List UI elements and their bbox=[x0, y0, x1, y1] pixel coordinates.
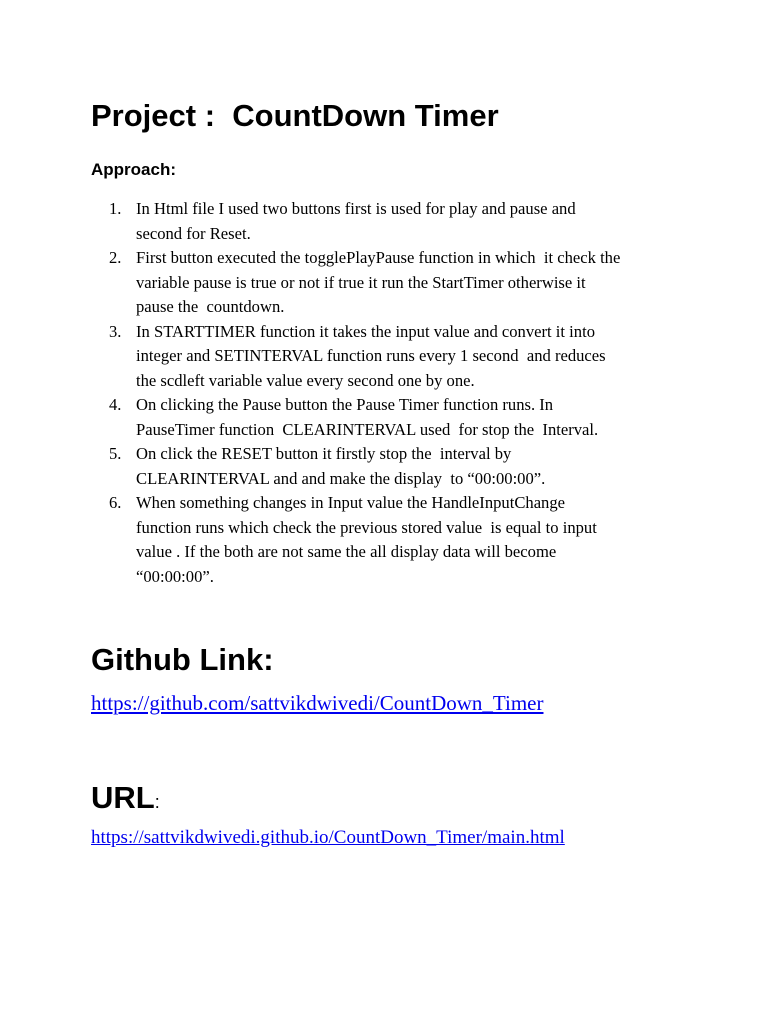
step-text-line: On click the RESET button it firstly stop the interval by bbox=[136, 444, 512, 463]
github-heading: Github Link: bbox=[91, 642, 274, 677]
approach-step bbox=[91, 491, 691, 589]
step-text-line: CLEARINTERVAL and and make the display to “00:00:00”. bbox=[136, 468, 546, 488]
step-text-line: pause the countdown. bbox=[136, 297, 285, 316]
step-text-line: In Html file I used two buttons first is used for play and pause and bbox=[136, 199, 576, 218]
step-text-line: When something changes in Input value the HandleInputChange bbox=[136, 493, 566, 512]
approach-step bbox=[91, 246, 691, 320]
page-title bbox=[91, 96, 499, 136]
step-text-line: second for Reset. bbox=[136, 223, 251, 243]
step-text-line: variable pause is true or not if true it run the StartTimer otherwise it bbox=[136, 272, 586, 292]
site-url-link[interactable]: https://sattvikdwivedi.github.io/CountDown_Timer/main.html bbox=[91, 827, 565, 848]
approach-step bbox=[91, 442, 691, 491]
step-text-line: PauseTimer function CLEARINTERVAL used for stop the Interval. bbox=[136, 419, 599, 439]
approach-step bbox=[91, 197, 691, 246]
step-number: 3. bbox=[109, 321, 122, 341]
step-number: 4. bbox=[109, 395, 122, 414]
step-text-line: integer and SETINTERVAL function runs every 1 second and reduces bbox=[136, 346, 606, 365]
approach-steps-list bbox=[91, 197, 691, 589]
title-label: Project : bbox=[91, 98, 216, 133]
step-text-line: value . If the both are not same the all display data will become bbox=[136, 542, 557, 561]
approach-step bbox=[91, 320, 691, 394]
step-text-line: function runs which check the previous stored value is equal to input bbox=[136, 517, 597, 537]
url-heading-colon: : bbox=[154, 792, 160, 812]
step-number: 1. bbox=[109, 199, 122, 218]
step-text-line: the scdleft variable value every second one by one. bbox=[136, 370, 475, 390]
url-heading-label: URL bbox=[91, 780, 155, 815]
step-text-line: First button executed the togglePlayPause function in which it check the bbox=[136, 248, 621, 267]
approach-step bbox=[91, 393, 691, 442]
step-text-line: In STARTTIMER function it takes the input value and convert it into bbox=[136, 321, 595, 341]
step-text-line: On clicking the Pause button the Pause Timer function runs. In bbox=[136, 395, 554, 414]
step-text-line: “00:00:00”. bbox=[136, 566, 214, 586]
step-number: 2. bbox=[109, 248, 122, 267]
step-number: 5. bbox=[109, 444, 122, 463]
title-text: CountDown Timer bbox=[232, 98, 499, 133]
approach-heading: Approach: bbox=[91, 160, 176, 179]
github-link[interactable]: https://github.com/sattvikdwivedi/CountDown_Timer bbox=[91, 691, 544, 715]
step-number: 6. bbox=[109, 493, 122, 512]
url-heading bbox=[91, 778, 160, 822]
